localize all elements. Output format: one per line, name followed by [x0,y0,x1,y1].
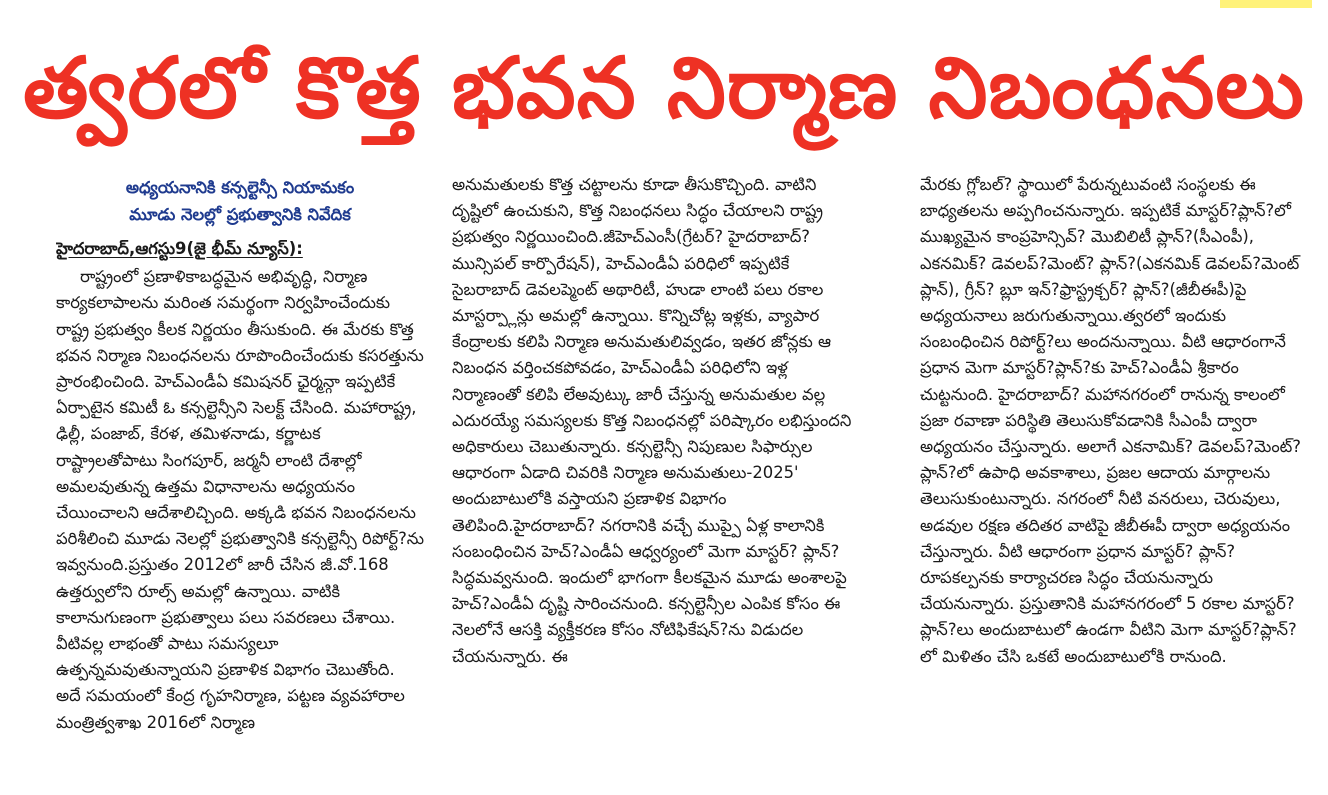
column-3-body: మేరకు గ్లోబల్? స్థాయిలో పేరున్నటువంటి సంస్థలకు ఈ బాధ్యతలను అప్పగించనున్నారు. ఇప్పటికే మాస్టర్?ప్లాన్?లో ముఖ్యమైన కాంప్రహెన్సివ్? మొబిలిటీ ప్లాన్?(సీఎంపీ), ఎకనమిక్? డెవలప్?మెంట్? ప్లాన్?(ఎకనమిక్ డెవలప్?మెంట్ ప్లాన్), గ్రీన్? బ్లూ ఇన్?ఫ్రాస్ట్రక్చర్? ప్లాన్?(జీబీఈపీ)పై అధ్యయనాలు జరుగుతున్నాయి.త్వరలో ఇందుకు సంబంధించిన రిపోర్ట్?లు అందనున్నాయి. వీటి ఆధారంగానే ప్రధాన మెగా మాస్టర్?ప్లాన్?కు హెచ్?ఎండీఏ శ్రీకారం చుట్టనుంది. హైదరాబాద్? మహానగరంలో రానున్న కాలంలో ప్రజా రవాణా పరిస్థితి తెలుసుకోవడానికి సీఎంపీ ద్వారా అధ్యయనం చేస్తున్నారు. అలాగే ఎకనామిక్? డెవలప్?మెంట్? ప్లాన్?లో ఉపాధి అవకాశాలు, ప్రజల ఆదాయ మార్గాలను తెలుసుకుంటున్నారు. నగరంలో నీటి వనరులు, చెరువులు, అడవుల రక్షణ తదితర వాటిపై జీబీఈపీ ద్వారా అధ్యయనం చేస్తున్నారు. వీటి ఆధారంగా ప్రధాన మాస్టర్? ప్లాన్? రూపకల్పనకు కార్యాచరణ సిద్ధం చేయనున్నారు చేయనున్నారు. ప్రస్తుతానికి మహానగరంలో 5 రకాల మాస్టర్?ప్లాన్?లు అందుబాటులో ఉండగా వీటిని మెగా మాస్టర్?ప్లాన్?లో మిళితం చేసి ఒకటే అందుబాటులోకి రానుంది. [920,175,1301,666]
article-column-2 [452,172,852,790]
dateline: హైదరాబాద్,ఆగస్టు9(జై భీమ్ న్యూస్): [56,239,303,258]
subheadline-block [56,174,424,228]
article-column-1 [56,172,424,790]
subheadline-report: మూడు నెలల్లో ప్రభుత్వానికి నివేదిక [129,205,351,224]
subheadline-consultancy: అధ్యయనానికి కన్సల్టెన్సీ నియామకం [125,178,355,197]
article-column-3 [920,172,1312,790]
column-2-body: అనుమతులకు కొత్త చట్టాలను కూడా తీసుకొచ్చింది. వాటిని దృష్టిలో ఉంచుకుని, కొత్త నిబంధనలు సిద్ధం చేయాలని రాష్ట్ర ప్రభుత్వం నిర్ణయించింది.జీహెచ్ఎంసీ(గ్రేటర్? హైదరాబాద్? మున్సిపల్ కార్పొరేషన్), హెచ్ఎండీఏ పరిధిలో ఇప్పటికే సైబరాబాద్ డెవలప్మెంట్ అథారిటీ, హుడా లాంటి పలు రకాల మాస్టర్ప్లాన్లు అమల్లో ఉన్నాయి. కొన్నిచోట్ల ఇళ్లకు, వ్యాపార కేంద్రాలకు కలిపి నిర్మాణ అనుమతులివ్వడం, ఇతర జోన్లకు ఆ నిబంధన వర్తించకపోవడం, హెచ్ఎండీఏ పరిధిలోని ఇళ్ల నిర్మాణంతో కలిపి లేఅవుట్కు జారీ చేస్తున్న అనుమతుల వల్ల ఎదురయ్యే సమస్యలకు కొత్త నిబంధనల్లో పరిష్కారం లభిస్తుందని అధికారులు చెబుతున్నారు. కన్సల్టెన్సీ నిపుణుల సిఫార్సుల ఆధారంగా ఏడాది చివరికి నిర్మాణ అనుమతులు-2025' అందుబాటులోకి వస్తాయని ప్రణాళిక విభాగం తెలిపింది.హైదరాబాద్? నగరానికి వచ్చే ముప్పై ఏళ్ల కాలానికి సంబంధించిన హెచ్?ఎండీఏ ఆధ్వర్యంలో మెగా మాస్టర్? ప్లాన్? సిద్ధమవ్వనుంది. ఇందులో భాగంగా కీలకమైన మూడు అంశాలపై హెచ్?ఎండీఏ దృష్టి సారించనుంది. కన్సల్టెన్సీల ఎంపిక కోసం ఈ నెలలోనే ఆసక్తి వ్యక్తీకరణ కోసం నోటిఫికేషన్?ను విడుదల చేయనున్నారు. ఈ [452,175,852,666]
article-headline: త్వరలో కొత్త భవన నిర్మాణ నిబంధనలు [23,39,1305,137]
corner-highlight-tag [1220,0,1312,8]
column-1-body: రాష్ట్రంలో ప్రణాళికాబద్ధమైన అభివృద్ధి, నిర్మాణ కార్యకలాపాలను మరింత సమర్థంగా నిర్వహించేందుకు రాష్ట్ర ప్రభుత్వం కీలక నిర్ణయం తీసుకుంది. ఈ మేరకు కొత్త భవన నిర్మాణ నిబంధనలను రూపొందించేందుకు కసరత్తును ప్రారంభించింది. హెచ్ఎండీఏ కమిషనర్ ఛైర్మన్గా ఇప్పటికే ఏర్పాటైన కమిటీ ఓ కన్సల్టెన్సీని సెలక్ట్ చేసింది. మహారాష్ట్ర, ఢిల్లీ, పంజాబ్, కేరళ, తమిళనాడు, కర్ణాటక రాష్ట్రాలతోపాటు సింగపూర్, జర్మనీ లాంటి దేశాల్లో అమలవుతున్న ఉత్తమ విధానాలను అధ్యయనం చేయించాలని ఆదేశాలిచ్చింది. అక్కడి భవన నిబంధనలను పరిశీలించి మూడు నెలల్లో ప్రభుత్వానికి కన్సల్టెన్సీ రిపోర్ట్?ను ఇవ్వనుంది.ప్రస్తుతం 2012లో జారీ చేసిన జీ.వో.168 ఉత్తర్వులోని రూల్స్ అమల్లో ఉన్నాయి. వాటికి కాలానుగుణంగా ప్రభుత్వాలు పలు సవరణలు చేశాయి. వీటివల్ల లాభంతో పాటు సమస్యలూ ఉత్పన్నమవుతున్నాయని ప్రణాళిక విభాగం చెబుతోంది. అదే సమయంలో కేంద్ర గృహనిర్మాణ, పట్టణ వ్యవహారాల మంత్రిత్వశాఖ 2016లో నిర్మాణ [56,267,424,732]
